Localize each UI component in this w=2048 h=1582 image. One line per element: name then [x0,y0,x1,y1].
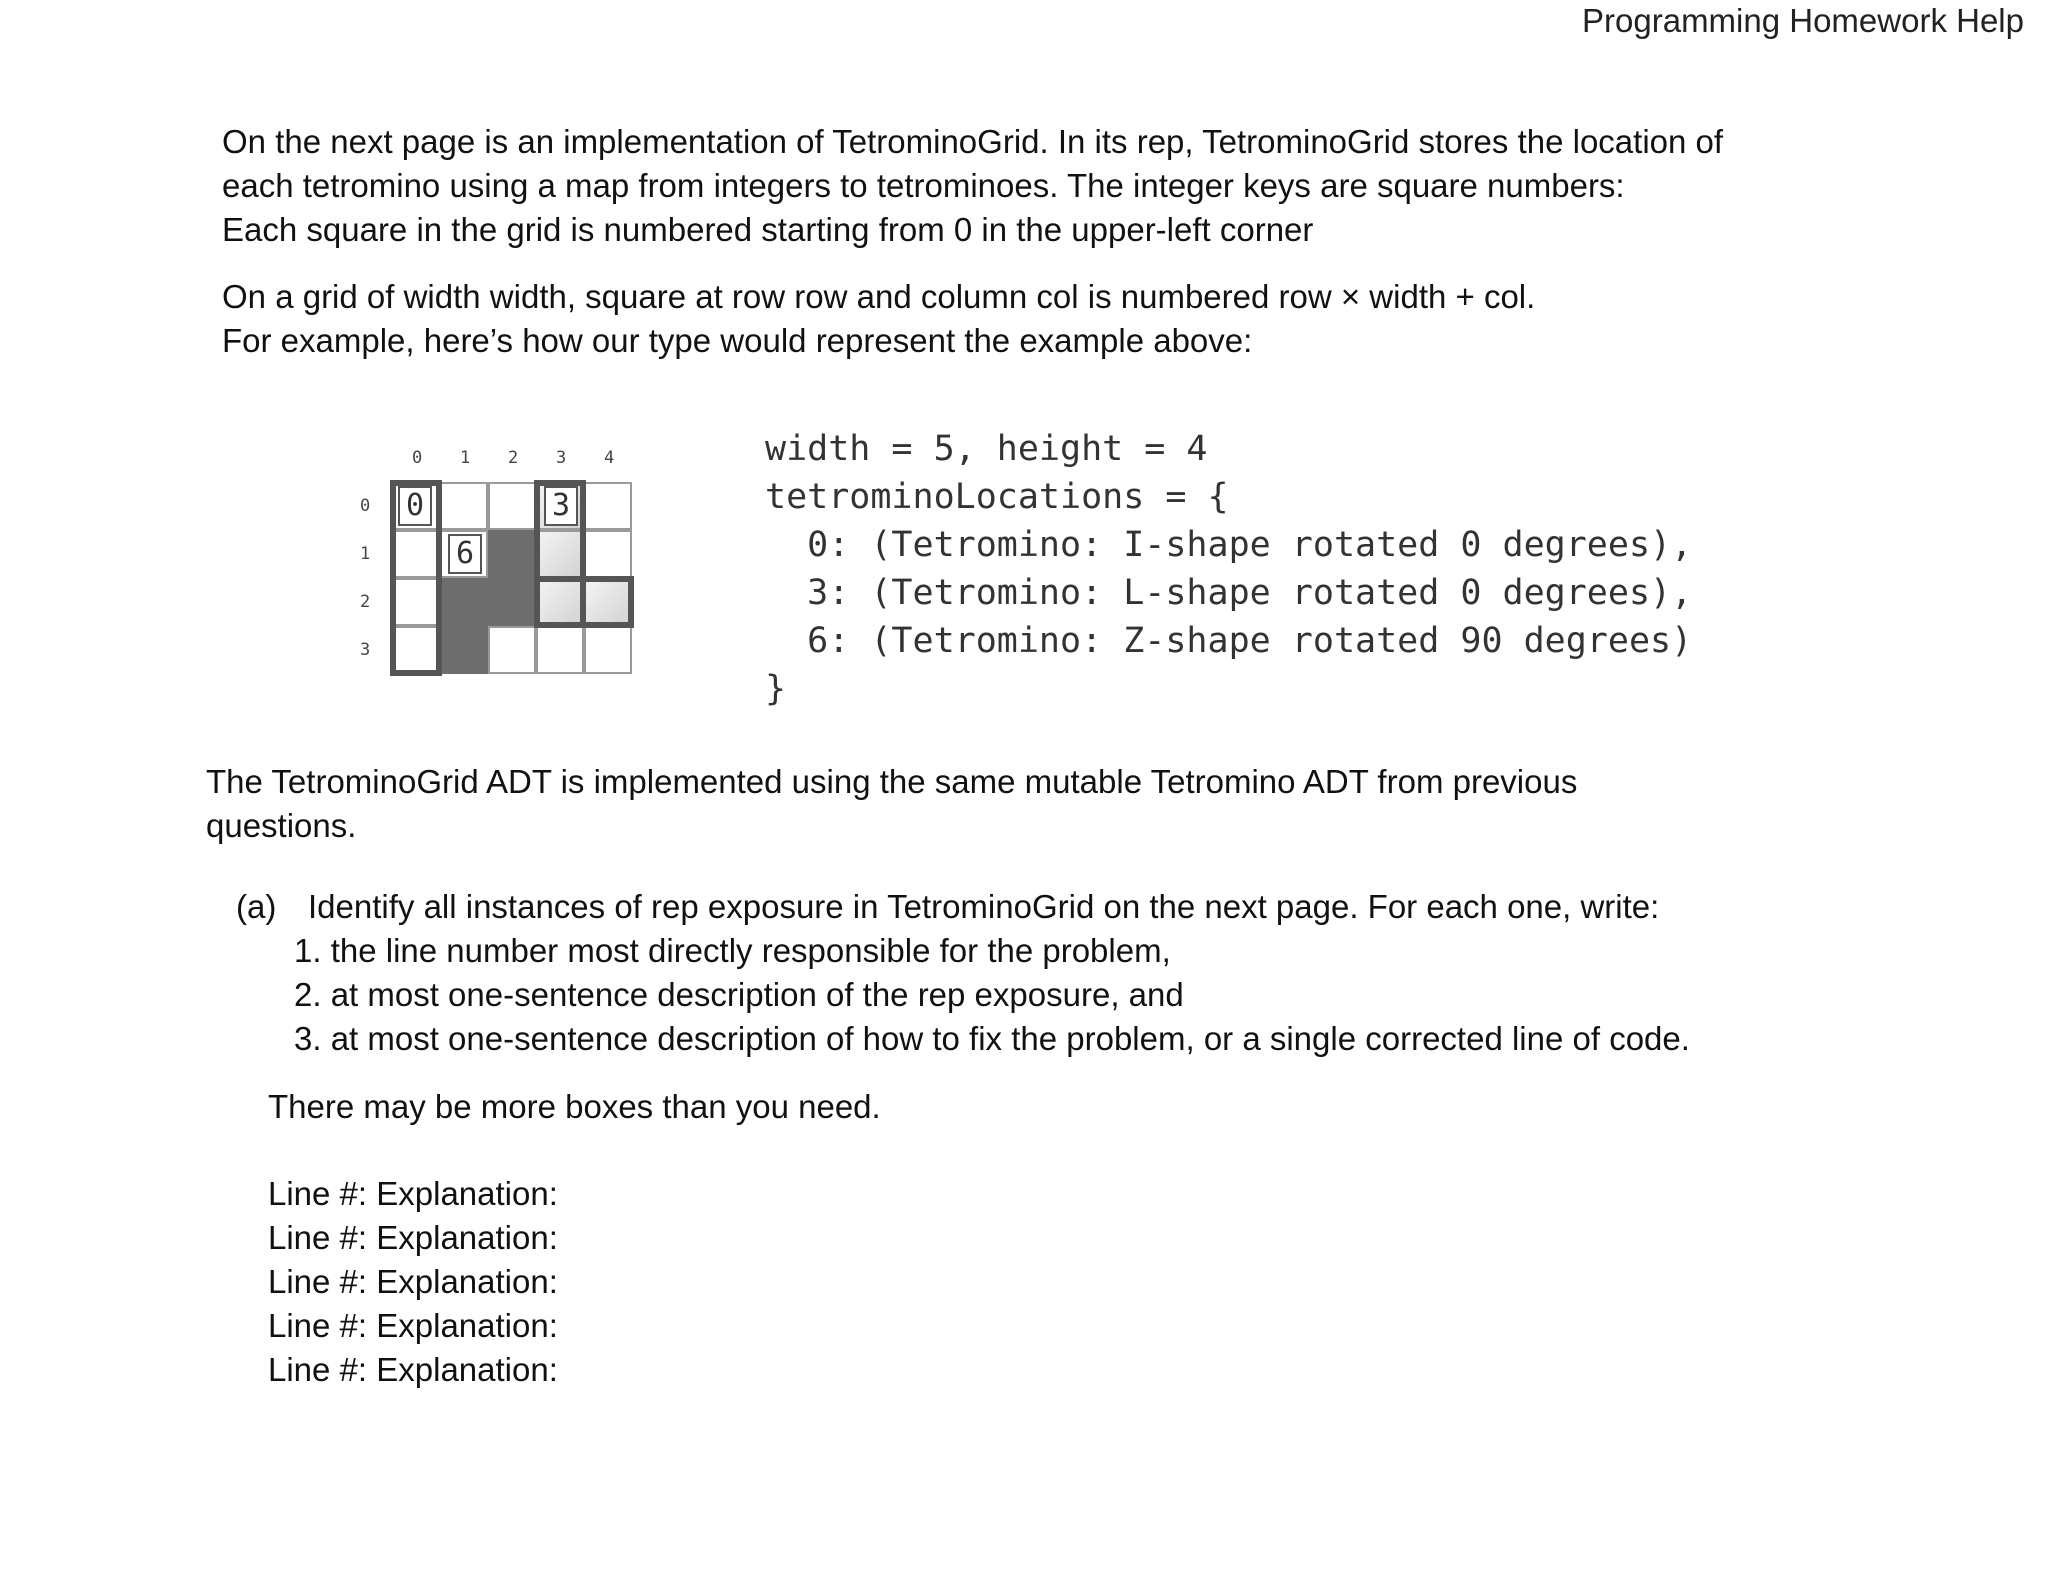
numbering-line: For example, here’s how our type would represent the example above: [222,322,1253,359]
code-line: tetrominoLocations = { [765,477,1229,517]
question-item: 2. at most one-sentence description of the rep exposure, and [294,976,1184,1013]
column-label: 0 [412,448,423,468]
question-item: 1. the line number most directly responsible for the problem, [294,932,1171,969]
l-piece-foot-outline [534,576,634,628]
answer-line[interactable]: Line #: Explanation: [268,1263,558,1300]
question-label: (a) [236,888,277,925]
header-title: Programming Homework Help [1582,2,2024,39]
tetromino-grid-figure [352,440,652,700]
intro-line: On the next page is an implementation of TetrominoGrid. In its rep, TetrominoGrid stores the location of [222,123,1724,160]
code-line: } [765,669,787,709]
grid-cell [488,578,536,626]
adt-line: questions. [206,807,357,844]
grid-cell [440,578,488,626]
code-line: width = 5, height = 4 [765,429,1208,469]
square-number-label: 3 [544,486,578,526]
question-items [294,929,1690,1061]
grid-cell [584,530,632,578]
intro-line: each tetromino using a map from integers to tetrominoes. The integer keys are square numbers: [222,167,1625,204]
numbering-paragraph [222,275,1535,363]
square-number-label: 0 [398,486,432,526]
intro-paragraph [222,120,1723,252]
question-a [236,885,1690,1061]
grid-cell [488,482,536,530]
question-item: 3. at most one-sentence description of how to fix the problem, or a single corrected line of code. [294,1020,1690,1057]
code-line: 0: (Tetromino: I-shape rotated 0 degrees), [765,525,1693,565]
question-heading [236,885,1690,929]
grid-cell [440,482,488,530]
column-label: 4 [604,448,615,468]
answer-line[interactable]: Line #: Explanation: [268,1307,558,1344]
grid-cell [488,530,536,578]
code-line: 3: (Tetromino: L-shape rotated 0 degrees), [765,573,1693,613]
column-label: 2 [508,448,519,468]
adt-line: The TetrominoGrid ADT is implemented using the same mutable Tetromino ADT from previous [206,763,1578,800]
code-block [765,425,1692,713]
row-label: 3 [360,640,371,660]
grid-cell [584,482,632,530]
column-label: 1 [460,448,471,468]
question-prompt: Identify all instances of rep exposure in TetrominoGrid on the next page. For each one, write: [308,888,1660,925]
grid-cell [488,626,536,674]
answer-line[interactable]: Line #: Explanation: [268,1175,558,1212]
grid-cell [584,626,632,674]
code-line: 6: (Tetromino: Z-shape rotated 90 degrees) [765,621,1693,661]
row-label: 2 [360,592,371,612]
answer-line[interactable]: Line #: Explanation: [268,1219,558,1256]
column-label: 3 [556,448,567,468]
square-number-label: 6 [448,534,482,574]
question-note: There may be more boxes than you need. [268,1088,881,1125]
grid-cell [440,626,488,674]
row-label: 0 [360,496,371,516]
intro-line: Each square in the grid is numbered starting from 0 in the upper-left corner [222,211,1314,248]
row-label: 1 [360,544,371,564]
answer-lines [268,1172,558,1392]
numbering-line: On a grid of width width, square at row row and column col is numbered row × width + col. [222,278,1536,315]
answer-line[interactable]: Line #: Explanation: [268,1351,558,1388]
grid-cell [536,626,584,674]
adt-paragraph [206,760,1577,848]
